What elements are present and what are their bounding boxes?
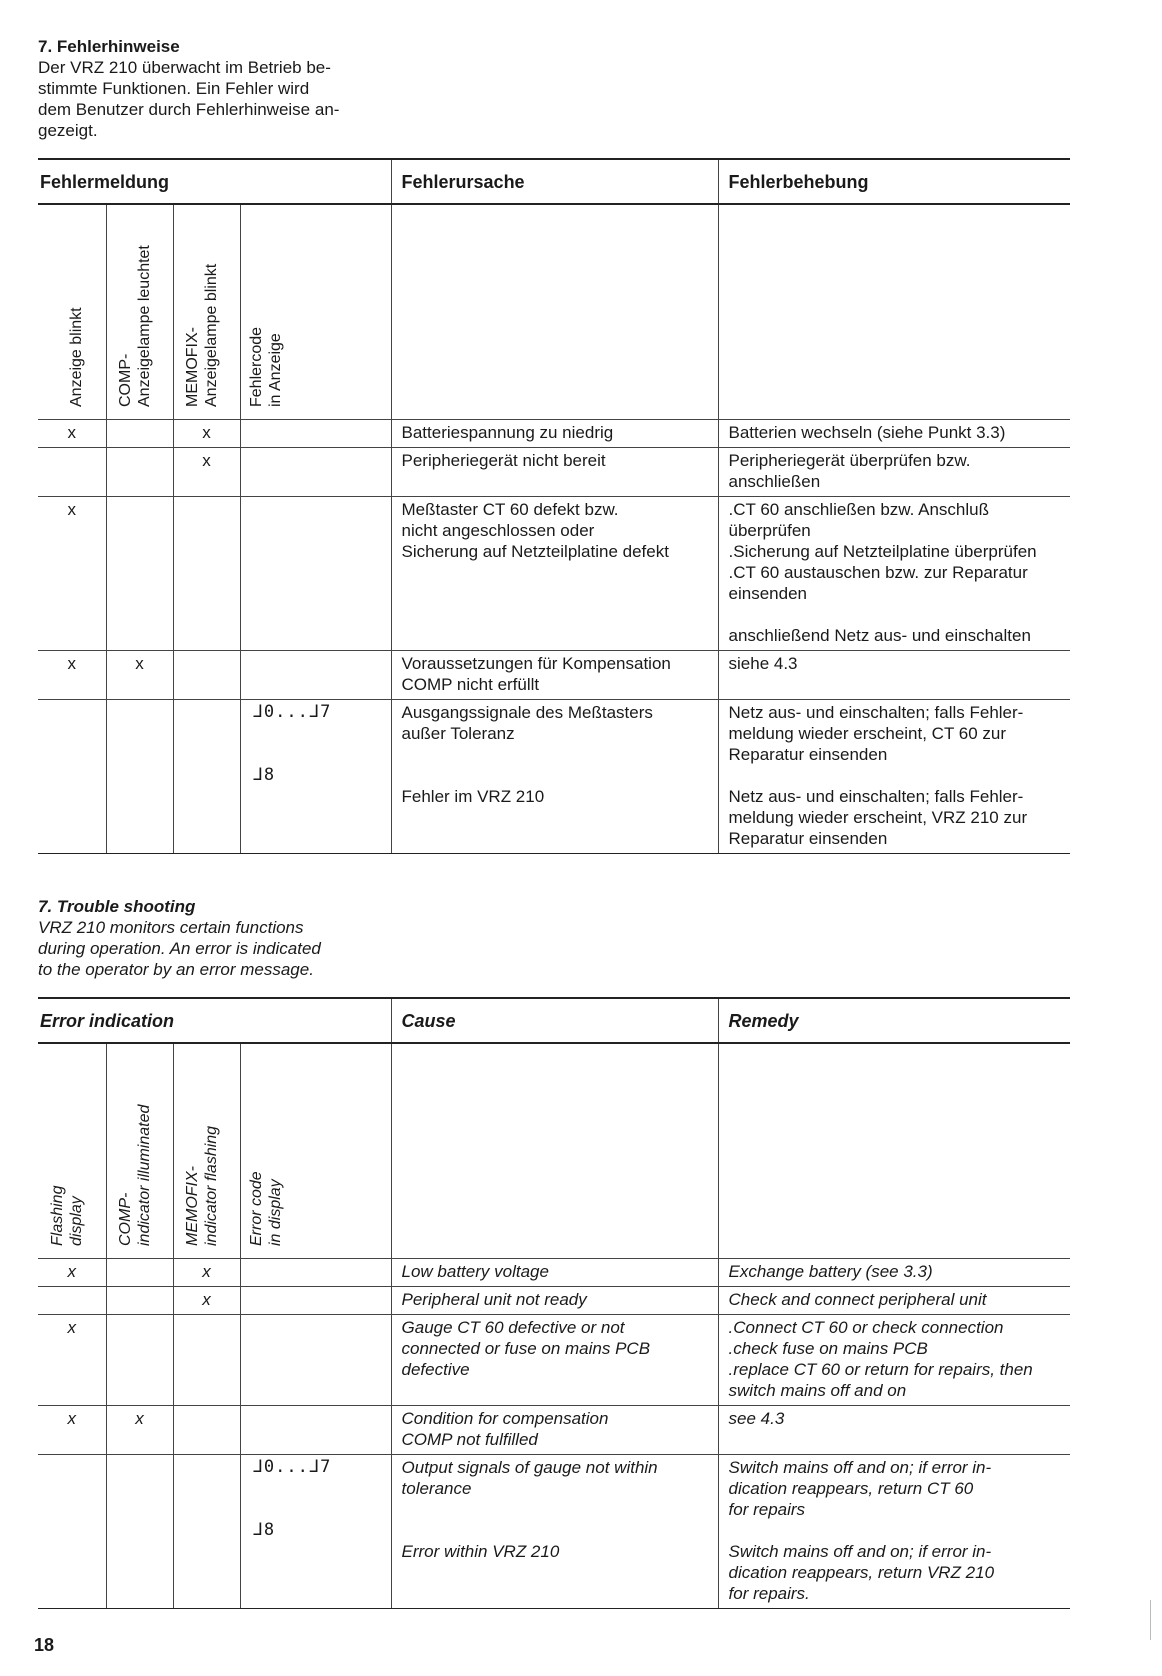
header-cause: Cause [391,998,718,1043]
error-code: ᒧ0...ᒧ7 [252,1457,332,1477]
page-number: 18 [34,1635,55,1655]
section-title-en: 7. Trouble shooting [38,897,196,916]
intro-line: Der VRZ 210 überwacht im Betrieb be- [38,58,331,77]
subheader-comp: COMP- Anzeigelampe leuchtet [106,204,173,420]
subheader-flashing: Anzeige blinkt [67,307,85,407]
table-row: x Gauge CT 60 defective or not connected or fuse on mains PCB defective .Connect CT 60 or check connection .check fuse on mains PCB .replace CT 60 or return for repairs, then switch mains off and on [38,1315,1070,1406]
header-error-indication: Error indication [38,998,391,1043]
section-title-de: 7. Fehlerhinweise [38,37,180,56]
table-row: x x Voraussetzungen für Kompensation COMP nicht erfüllt siehe 4.3 [38,651,1070,700]
error-table-de [38,158,1070,854]
table-row: ᒧ0...ᒧ7 ᒧ8 Ausgangssignale des Meßtasters außer Toleranz Fehler im VRZ 210 Netz aus- und einschalten; falls Fehler- meldung wieder erscheint, CT 60 zur Reparatur einsenden Netz aus- und einschalten; falls Fehler- meldung wieder erscheint, VRZ 210 zur Reparatur einsenden [38,700,1070,854]
subheader-flashing: Flashing display [48,1185,85,1246]
table-row: x x Batteriespannung zu niedrig Batterien wechseln (siehe Punkt 3.3) [38,420,1070,448]
table-row: x x Low battery voltage Exchange battery (see 3.3) [38,1259,1070,1287]
header-cause: Fehlerursache [391,159,718,204]
intro-de [38,36,1070,141]
table-row: x Peripheral unit not ready Check and connect peripheral unit [38,1287,1070,1315]
header-remedy: Fehlerbehebung [718,159,1070,204]
table-row: ᒧ0...ᒧ7 ᒧ8 Output signals of gauge not within tolerance Error within VRZ 210 Switch mains off and on; if error in- dication reappears, return CT 60 for repairs Switch mains off and on; if error in- dication reappears, return VRZ 210 for repairs. [38,1455,1070,1609]
intro-line: to the operator by an error message. [38,960,314,979]
intro-line: VRZ 210 monitors certain functions [38,918,304,937]
intro-line: during operation. An error is indicated [38,939,321,958]
table-row: x Meßtaster CT 60 defekt bzw. nicht angeschlossen oder Sicherung auf Netzteilplatine defekt .CT 60 anschließen bzw. Anschluß überprüfen .Sicherung auf Netzteilplatine überprüfen .CT 60 austauschen bzw. zur Reparatur einsenden anschließend Netz aus- und einschalten [38,497,1070,651]
intro-en [38,896,1070,980]
error-table-en [38,997,1070,1609]
intro-line: dem Benutzer durch Fehlerhinweise an- [38,100,340,119]
header-error-message: Fehlermeldung [38,159,391,204]
error-code: ᒧ8 [252,765,276,785]
subheader-comp: COMP- indicator illuminated [106,1043,173,1259]
table-row: x x Condition for compensation COMP not fulfilled see 4.3 [38,1406,1070,1455]
subheader-memofix: MEMOFIX- Anzeigelampe blinkt [173,204,240,420]
error-code: ᒧ8 [252,1520,276,1540]
subheader-error-code: Fehlercode in Anzeige [240,204,391,420]
error-code: ᒧ0...ᒧ7 [252,702,332,722]
intro-line: stimmte Funktionen. Ein Fehler wird [38,79,310,98]
header-remedy: Remedy [718,998,1070,1043]
subheader-memofix: MEMOFIX- indicator flashing [173,1043,240,1259]
subheader-error-code: Error code in display [240,1043,391,1259]
table-row: x Peripheriegerät nicht bereit Peripheriegerät überprüfen bzw. anschließen [38,448,1070,497]
margin-mark [1150,1600,1151,1640]
intro-line: gezeigt. [38,121,98,140]
